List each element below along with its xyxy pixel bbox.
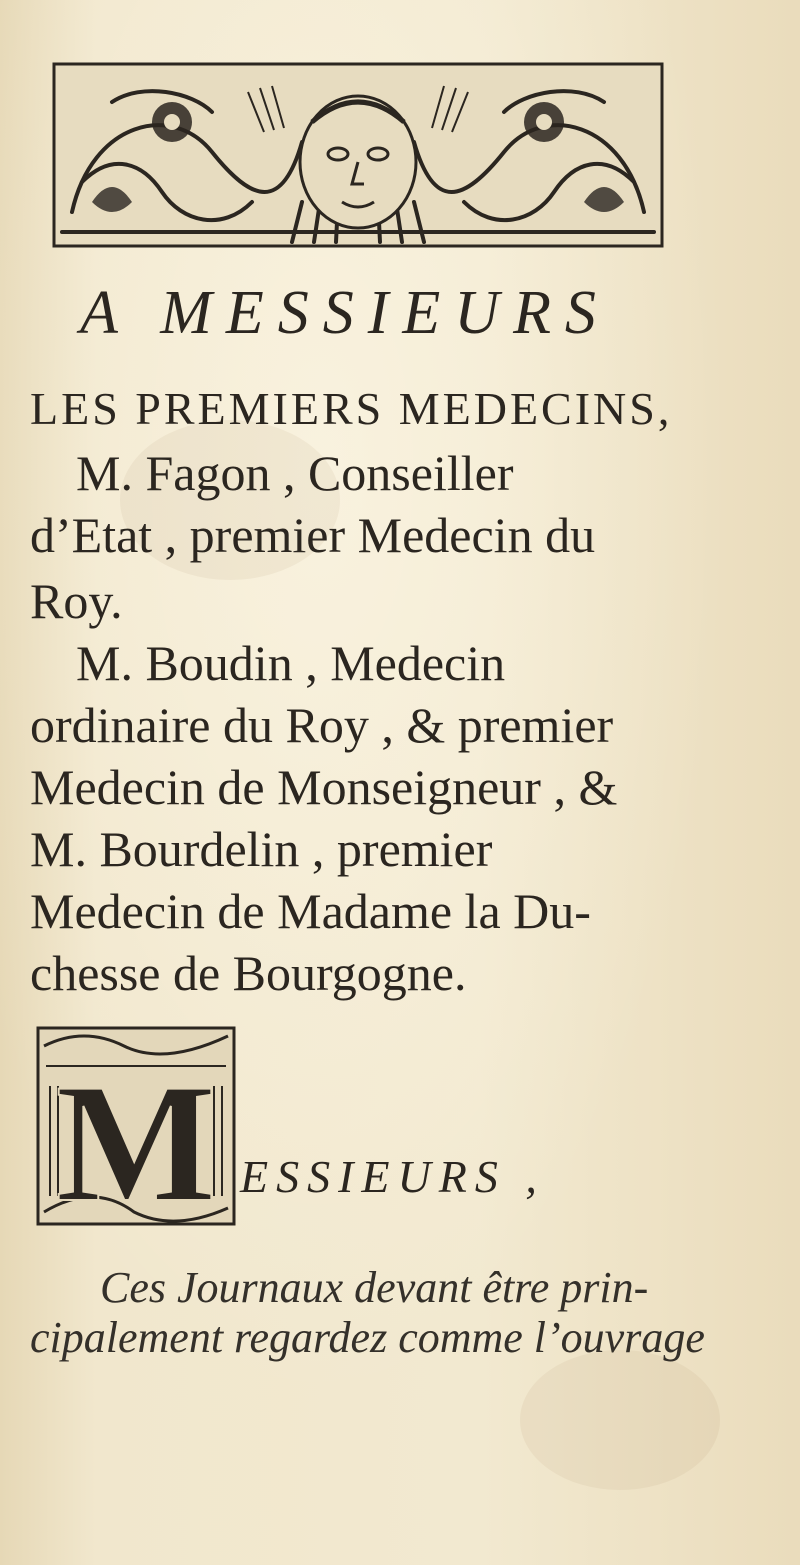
paper-stain [520,1350,720,1490]
dedication-line: d’Etat , premier Medecin du [30,507,596,563]
dedication-line: LES PREMIERS MEDECINS, [30,383,673,434]
dedication-line: Medecin de Madame la Du- [30,883,591,939]
body-line: Ces Journaux devant être prin- [100,1263,649,1312]
dedication-line: M. Fagon , Conseiller [76,445,514,501]
dedication-line: Roy. [30,573,123,629]
page-title: A MESSIEURS [80,279,610,347]
initial-letter: M [55,1049,217,1226]
dedication-line: M. Bourdelin , premier [30,821,493,877]
body-line: cipalement regardez comme l’ouvrage [30,1313,705,1362]
cherub-foliage-headpiece-icon [52,62,664,248]
dedication-line: Medecin de Monseigneur , & [30,759,618,815]
dedication-line: ordinaire du Roy , & premier [30,697,614,753]
dedication-line: M. Boudin , Medecin [76,635,506,691]
salutation: ESSIEURS , [240,1151,545,1202]
decorated-initial-M-icon [36,1026,236,1226]
dedication-line: chesse de Bourgogne. [30,945,467,1001]
